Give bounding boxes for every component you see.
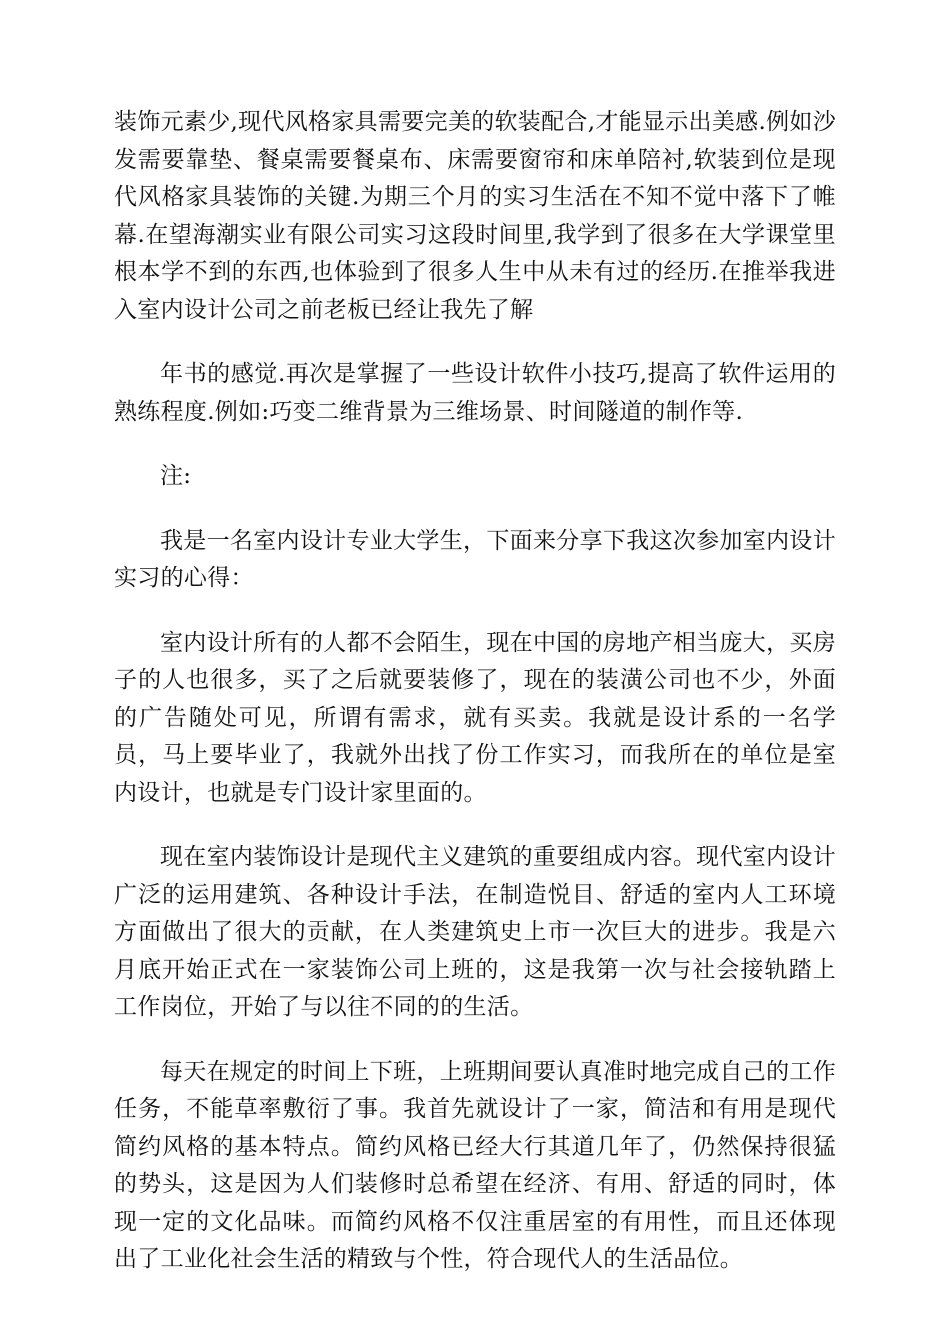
document-body	[114, 104, 836, 1306]
paragraph-2: 年书的感觉.再次是掌握了一些设计软件小技巧,提高了软件运用的熟练程度.例如:巧变二维背景为三维场景、时间隧道的制作等.	[114, 361, 836, 425]
paragraph-6: 每天在规定的时间上下班，上班期间要认真准时地完成自己的工作任务，不能草率敷衍了事。我首先就设计了一家，简洁和有用是现代简约风格的基本特点。简约风格已经大行其道几年了，仍然保持很猛的势头，这是因为人们装修时总希望在经济、有用、舒适的同时，体现一定的文化品味。而简约风格不仅注重居室的有用性，而且还体现出了工业化社会生活的精致与个性，符合现代人的生活品位。	[114, 1058, 836, 1272]
note-label: 注:	[160, 463, 192, 489]
paragraph-4: 室内设计所有的人都不会陌生，现在中国的房地产相当庞大，买房子的人也很多，买了之后就要装修了，现在的装潢公司也不少，外面的广告随处可见，所谓有需求，就有买卖。我就是设计系的一名学员，马上要毕业了，我就外出找了份工作实习，而我所在的单位是室内设计，也就是专门设计家里面的。	[114, 629, 836, 806]
paragraph-5: 现在室内装饰设计是现代主义建筑的重要组成内容。现代室内设计广泛的运用建筑、各种设计手法，在制造悦目、舒适的室内人工环境方面做出了很大的贡献，在人类建筑史上市一次巨大的进步。我是六月底开始正式在一家装饰公司上班的，这是我第一次与社会接轨踏上工作岗位，开始了与以往不同的的生活。	[114, 844, 836, 1020]
paragraph-3: 我是一名室内设计专业大学生，下面来分享下我这次参加室内设计实习的心得：	[114, 527, 836, 591]
paragraph-1: 装饰元素少,现代风格家具需要完美的软装配合,才能显示出美感.例如沙发需要靠垫、餐桌需要餐桌布、床需要窗帘和床单陪衬,软装到位是现代风格家具装饰的关键.为期三个月的实习生活在不知不觉中落下了帷幕.在望海潮实业有限公司实习这段时间里,我学到了很多在大学课堂里根本学不到的东西,也体验到了很多人生中从未有过的经历.在推举我进入室内设计公司之前老板已经让我先了解	[114, 109, 836, 323]
